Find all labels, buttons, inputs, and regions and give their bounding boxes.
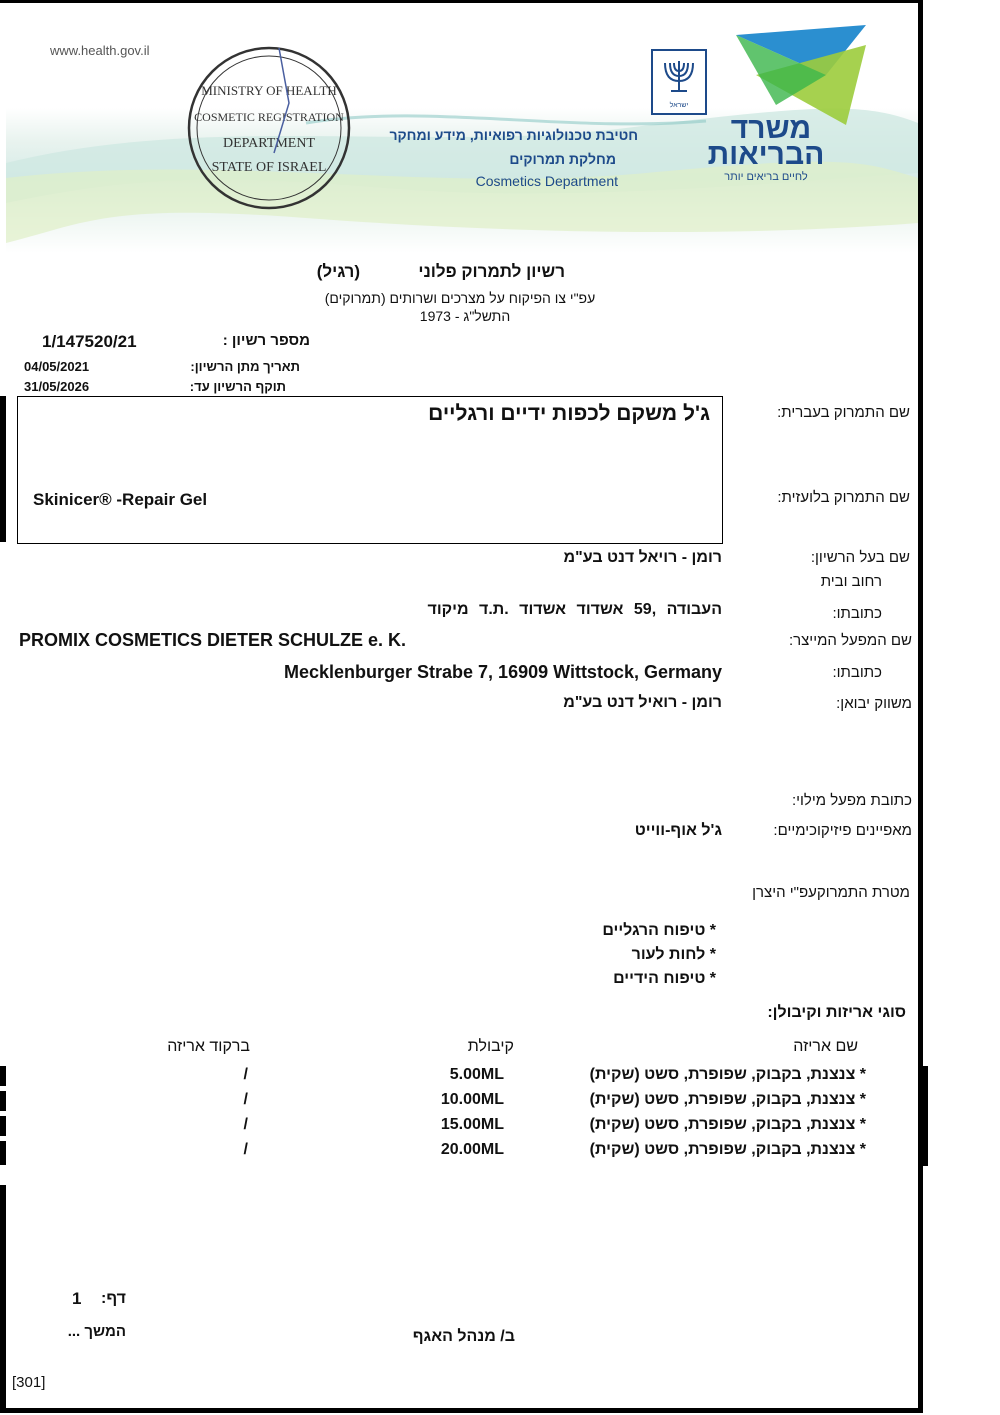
valid-until: 31/05/2026 bbox=[24, 379, 90, 394]
issue-date: 04/05/2021 bbox=[24, 359, 90, 374]
holder-address: העבודה ,59 אשדוד אשדוד .ת.ד מיקוד bbox=[427, 601, 722, 618]
document-title-type: (רגיל) bbox=[316, 262, 360, 281]
importer-name: רומן - רואיל דנט בע"מ bbox=[563, 694, 722, 711]
purpose-item: * לחות לעור bbox=[631, 946, 716, 963]
svg-text:MINISTRY OF HEALTH: MINISTRY OF HEALTH bbox=[201, 83, 337, 98]
packaging-row-name: * צנצנת, בקבוק, שפופרת, סשט (שקית) bbox=[589, 1091, 866, 1108]
manufacturer-name: PROMIX COSMETICS DIETER SCHULZE e. K. bbox=[19, 630, 407, 650]
document-title: רשיון לתמרוק פלוני bbox=[418, 262, 565, 281]
frame-right-thick bbox=[918, 1066, 928, 1166]
department-stamp bbox=[184, 43, 354, 213]
header-banner bbox=[6, 3, 918, 253]
product-name-foreign-label: שם התמרוק בלועזית: bbox=[777, 489, 910, 506]
purpose-item-text: טיפוח הידיים bbox=[613, 970, 706, 987]
valid-until-label: תוקף הרשיון עד: bbox=[189, 379, 286, 394]
packaging-title: סוגי אריזות וקיבולן: bbox=[767, 1004, 906, 1021]
packaging-row-capacity: 20.00ML bbox=[440, 1141, 504, 1158]
ministry-name-line1: משרד bbox=[730, 112, 812, 145]
department-name-he: מחלקת תמרוקים bbox=[509, 151, 616, 167]
packaging-row-barcode: / bbox=[243, 1066, 248, 1083]
page-label: דף: bbox=[101, 1290, 126, 1307]
packaging-row-name: * צנצנת, בקבוק, שפופרת, סשט (שקית) bbox=[589, 1116, 866, 1133]
frame-bottom bbox=[0, 1408, 923, 1413]
purpose-item: * טיפוח הרגליים bbox=[602, 922, 716, 939]
department-name-en: Cosmetics Department bbox=[475, 173, 618, 189]
packaging-row-name-text: צנצנת, בקבוק, שפופרת, סשט (שקית) bbox=[589, 1141, 856, 1158]
document-subtitle-1: עפ"י צו הפיקוח על מצרכים ושרותים (תמרוקים) bbox=[324, 290, 596, 306]
packaging-col-name: שם אריזה bbox=[793, 1038, 858, 1055]
holder-name-label: שם בעל הרשיון: bbox=[810, 549, 910, 566]
purpose-item: * טיפוח הידיים bbox=[613, 970, 716, 987]
frame-left-segment bbox=[0, 1116, 6, 1136]
packaging-row-capacity: 5.00ML bbox=[449, 1066, 504, 1083]
packaging-row-barcode: / bbox=[243, 1141, 248, 1158]
frame-left-segment bbox=[0, 1141, 6, 1165]
packaging-row-name-text: צנצנת, בקבוק, שפופרת, סשט (שקית) bbox=[589, 1066, 856, 1083]
holder-address-label: כתובתו: bbox=[832, 605, 882, 622]
street-label: רחוב ובית bbox=[820, 573, 882, 590]
state-emblem-icon bbox=[651, 49, 707, 115]
holder-name: רומן - רויאל דנט בע"מ bbox=[563, 549, 722, 566]
document-code: [301] bbox=[12, 1374, 46, 1391]
filling-plant-label: כתובת מפעל מילוי: bbox=[791, 792, 912, 809]
product-name-he: ג'ל משקם לכפות ידיים ורגליים bbox=[428, 402, 710, 425]
signature-role: ב/ מנהל האגף bbox=[412, 1328, 515, 1345]
division-name: חטיבת טכנולוגיות רפואיות, מידע ומחקר bbox=[389, 127, 638, 143]
product-name-foreign: Skinicer® -Repair Gel bbox=[33, 490, 208, 509]
packaging-col-barcode: ברקוד אריזה bbox=[167, 1038, 250, 1055]
license-number-label: מספר רשיון : bbox=[222, 332, 310, 349]
packaging-row-name-text: צנצנת, בקבוק, שפופרת, סשט (שקית) bbox=[589, 1116, 856, 1133]
document-subtitle-2: התשל"ג - 1973 bbox=[419, 308, 511, 324]
packaging-row-barcode: / bbox=[243, 1116, 248, 1133]
page-number: 1 bbox=[72, 1289, 82, 1308]
issue-date-label: תאריך מתן הרשיון: bbox=[190, 359, 300, 374]
packaging-row-capacity: 15.00ML bbox=[440, 1116, 504, 1133]
frame-left-segment bbox=[0, 1091, 6, 1111]
svg-text:DEPARTMENT: DEPARTMENT bbox=[223, 136, 315, 151]
frame-left-segment bbox=[0, 1185, 6, 1413]
ministry-name-line2: הבריאות bbox=[707, 138, 825, 171]
frame-left-segment bbox=[0, 396, 6, 542]
license-number: 1/147520/21 bbox=[42, 332, 137, 351]
purpose-item-text: טיפוח הרגליים bbox=[602, 922, 706, 939]
emblem-caption: ישראל bbox=[669, 102, 689, 109]
packaging-col-capacity: קיבולת bbox=[467, 1038, 514, 1055]
product-name-he-label: שם התמרוק בעברית: bbox=[777, 404, 910, 421]
physchem-label: מאפיינים פיזיקוכימיים: bbox=[773, 822, 912, 839]
ministry-tagline: לחיים בריאים יותר bbox=[724, 171, 808, 183]
packaging-row-name: * צנצנת, בקבוק, שפופרת, סשט (שקית) bbox=[589, 1066, 866, 1083]
frame-left-segment bbox=[0, 1066, 6, 1086]
continue-text: המשך ... bbox=[67, 1323, 126, 1340]
frame-right bbox=[918, 0, 923, 1412]
manufacturer-address-label: כתובתו: bbox=[832, 664, 882, 681]
website-url: www.health.gov.il bbox=[50, 43, 150, 58]
svg-text:COSMETIC REGISTRATION: COSMETIC REGISTRATION bbox=[194, 110, 344, 124]
packaging-row-capacity: 10.00ML bbox=[440, 1091, 504, 1108]
packaging-row-barcode: / bbox=[243, 1091, 248, 1108]
importer-label: משווק יבואן: bbox=[836, 695, 912, 712]
purpose-label: מטרת התמרוקעפ"י היצרן bbox=[752, 884, 910, 901]
packaging-row-name-text: צנצנת, בקבוק, שפופרת, סשט (שקית) bbox=[589, 1091, 856, 1108]
purpose-item-text: לחות לעור bbox=[631, 946, 706, 963]
packaging-row-name: * צנצנת, בקבוק, שפופרת, סשט (שקית) bbox=[589, 1141, 866, 1158]
manufacturer-address: Mecklenburger Strabe 7, 16909 Wittstock, Germany bbox=[283, 662, 722, 682]
svg-text:STATE OF ISRAEL: STATE OF ISRAEL bbox=[211, 160, 327, 175]
physchem-value: ג'ל אוף-ווייט bbox=[634, 822, 722, 839]
manufacturer-name-label: שם המפעל המייצר: bbox=[788, 632, 912, 649]
stamp-icon bbox=[184, 43, 354, 213]
